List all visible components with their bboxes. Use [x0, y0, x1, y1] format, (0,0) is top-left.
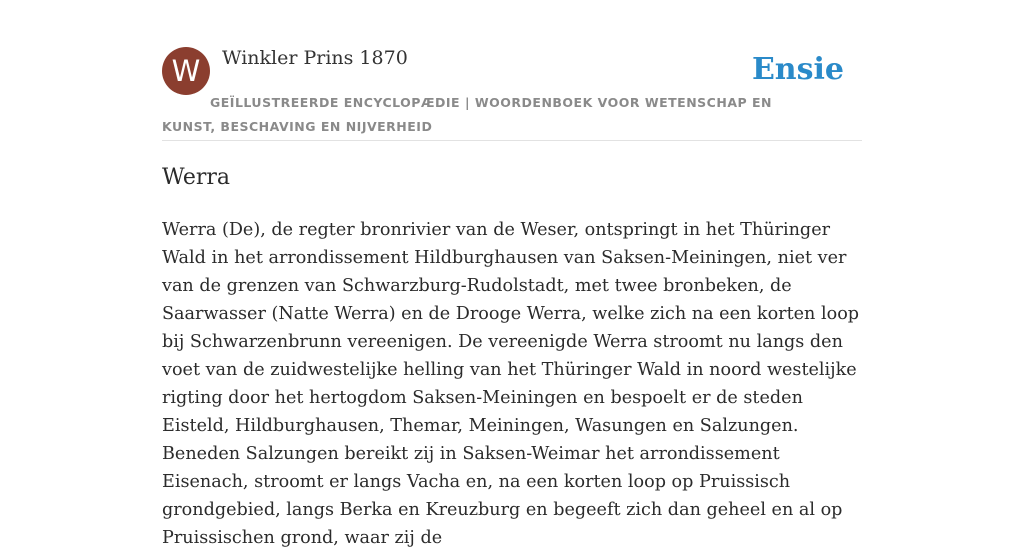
ensie-logo[interactable]: Ensie: [751, 52, 844, 87]
source-title[interactable]: Winkler Prins 1870: [222, 47, 408, 69]
source-subtitle: GEÏLLUSTREERDE ENCYCLOPÆDIE | WOORDENBOEK VOOR WETENSCHAP EN KUNST, BESCHAVING EN NIJVERHEID: [162, 95, 773, 134]
article-body: Werra (De), de regter bronrivier van de Weser, ontspringt in het Thüringer Wald in het arrondissement Hildburghausen van Saksen-Meiningen, niet ver van de grenzen van Schwarzburg-Rudolstadt, met twee bronbeken, de Saarwasser (Natte Werra) en de Drooge Werra, welke zich na een korten loop bij Schwarzenbrunn vereenigen. De vereenigde Werra stroomt nu langs den voet van de zuidwestelijke helling van het Thüringer Wald in noord westelijke rigting door het hertogdom Saksen-Meiningen en bespoelt er de steden Eisteld, Hildburghausen, Themar, Meiningen, Wasungen en Salzungen. Beneden Salzungen bereikt zij in Saksen-Weimar het arrondissement Eisenach, stroomt er langs Vacha en, na een korten loop op Pruissisch grondgebied, langs Berka en Kreuzburg en begeeft zich dan geheel en al op Pruissischen grond, waar zij de: [162, 220, 860, 548]
article-title: Werra: [162, 165, 230, 190]
source-header: [162, 46, 862, 141]
source-avatar[interactable]: W: [162, 47, 210, 95]
